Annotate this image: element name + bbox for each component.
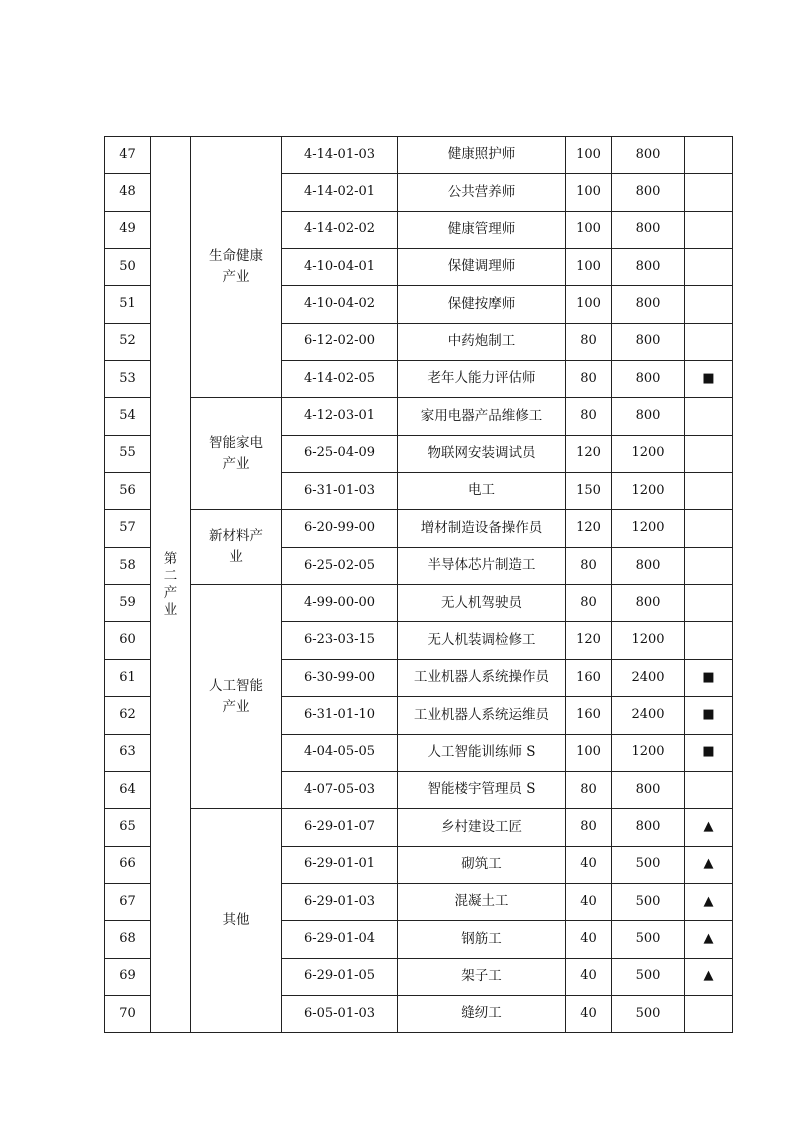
- occupation-name: 健康管理师: [398, 211, 566, 248]
- category-cell: [191, 510, 282, 585]
- training-hours: 40: [566, 883, 612, 920]
- occupation-code: 4-14-02-02: [282, 211, 398, 248]
- subsidy-amount: 2400: [612, 697, 685, 734]
- subsidy-amount: 800: [612, 398, 685, 435]
- marker-symbol: [685, 995, 733, 1032]
- table-row: [105, 809, 733, 846]
- table-row: [105, 137, 733, 174]
- marker-symbol: ■: [685, 361, 733, 398]
- occupation-name: 智能楼宇管理员 S: [398, 771, 566, 808]
- training-hours: 80: [566, 398, 612, 435]
- occupation-name: 物联网安装调试员: [398, 435, 566, 472]
- subsidy-amount: 1200: [612, 435, 685, 472]
- occupation-code: 4-14-02-01: [282, 174, 398, 211]
- row-number: 61: [105, 659, 151, 696]
- training-hours: 120: [566, 622, 612, 659]
- row-number: 69: [105, 958, 151, 995]
- occupation-name: 公共营养师: [398, 174, 566, 211]
- training-hours: 160: [566, 659, 612, 696]
- marker-symbol: [685, 398, 733, 435]
- marker-symbol: ▲: [685, 846, 733, 883]
- training-hours: 100: [566, 734, 612, 771]
- occupation-code: 4-04-05-05: [282, 734, 398, 771]
- occupation-name: 砌筑工: [398, 846, 566, 883]
- training-hours: 80: [566, 361, 612, 398]
- sector-cell: [151, 137, 191, 1033]
- training-hours: 80: [566, 547, 612, 584]
- marker-symbol: [685, 286, 733, 323]
- row-number: 48: [105, 174, 151, 211]
- occupation-code: 6-29-01-01: [282, 846, 398, 883]
- training-hours: 100: [566, 249, 612, 286]
- row-number: 47: [105, 137, 151, 174]
- category-label: 智能家电产业: [209, 435, 263, 472]
- occupation-code: 4-99-00-00: [282, 585, 398, 622]
- row-number: 56: [105, 473, 151, 510]
- marker-symbol: ■: [685, 659, 733, 696]
- subsidy-amount: 800: [612, 323, 685, 360]
- table-row: [105, 398, 733, 435]
- row-number: 51: [105, 286, 151, 323]
- row-number: 49: [105, 211, 151, 248]
- row-number: 62: [105, 697, 151, 734]
- occupation-name: 人工智能训练师 S: [398, 734, 566, 771]
- row-number: 65: [105, 809, 151, 846]
- occupation-name: 缝纫工: [398, 995, 566, 1032]
- training-hours: 160: [566, 697, 612, 734]
- subsidy-amount: 2400: [612, 659, 685, 696]
- training-hours: 100: [566, 211, 612, 248]
- occupation-name: 家用电器产品维修工: [398, 398, 566, 435]
- marker-symbol: ▲: [685, 921, 733, 958]
- occupation-name: 保健按摩师: [398, 286, 566, 323]
- row-number: 68: [105, 921, 151, 958]
- subsidy-amount: 800: [612, 771, 685, 808]
- marker-symbol: [685, 771, 733, 808]
- occupation-name: 乡村建设工匠: [398, 809, 566, 846]
- marker-symbol: [685, 137, 733, 174]
- marker-symbol: ■: [685, 697, 733, 734]
- row-number: 53: [105, 361, 151, 398]
- subsidy-amount: 1200: [612, 510, 685, 547]
- category-cell: [191, 585, 282, 809]
- training-hours: 120: [566, 510, 612, 547]
- occupation-code: 4-14-01-03: [282, 137, 398, 174]
- training-hours: 40: [566, 921, 612, 958]
- subsidy-amount: 500: [612, 995, 685, 1032]
- marker-symbol: ▲: [685, 958, 733, 995]
- occupation-code: 6-31-01-03: [282, 473, 398, 510]
- row-number: 70: [105, 995, 151, 1032]
- subsidy-amount: 800: [612, 809, 685, 846]
- training-hours: 150: [566, 473, 612, 510]
- row-number: 50: [105, 249, 151, 286]
- occupation-name: 工业机器人系统操作员: [398, 659, 566, 696]
- table-row: [105, 510, 733, 547]
- occupation-code: 6-12-02-00: [282, 323, 398, 360]
- training-hours: 100: [566, 174, 612, 211]
- training-hours: 120: [566, 435, 612, 472]
- training-hours: 40: [566, 958, 612, 995]
- marker-symbol: ■: [685, 734, 733, 771]
- subsidy-amount: 800: [612, 174, 685, 211]
- occupation-code: 6-29-01-03: [282, 883, 398, 920]
- subsidy-amount: 1200: [612, 734, 685, 771]
- row-number: 59: [105, 585, 151, 622]
- training-hours: 80: [566, 771, 612, 808]
- category-cell: [191, 809, 282, 1033]
- row-number: 64: [105, 771, 151, 808]
- subsidy-amount: 1200: [612, 473, 685, 510]
- subsidy-amount: 800: [612, 211, 685, 248]
- marker-symbol: ▲: [685, 809, 733, 846]
- occupation-code: 4-07-05-03: [282, 771, 398, 808]
- occupation-code: 6-25-02-05: [282, 547, 398, 584]
- occupation-name: 电工: [398, 473, 566, 510]
- marker-symbol: [685, 585, 733, 622]
- occupation-code: 6-29-01-07: [282, 809, 398, 846]
- category-label: 新材料产业: [209, 528, 263, 566]
- marker-symbol: ▲: [685, 883, 733, 920]
- occupation-name: 无人机驾驶员: [398, 585, 566, 622]
- occupation-code: 6-25-04-09: [282, 435, 398, 472]
- occupation-name: 健康照护师: [398, 137, 566, 174]
- subsidy-amount: 1200: [612, 622, 685, 659]
- marker-symbol: [685, 435, 733, 472]
- occupation-table: [104, 136, 733, 1033]
- sector-label: 第二产业: [163, 550, 178, 618]
- row-number: 63: [105, 734, 151, 771]
- training-hours: 40: [566, 995, 612, 1032]
- training-hours: 80: [566, 809, 612, 846]
- occupation-code: 6-29-01-05: [282, 958, 398, 995]
- row-number: 58: [105, 547, 151, 584]
- occupation-name: 无人机装调检修工: [398, 622, 566, 659]
- category-cell: [191, 398, 282, 510]
- occupation-code: 4-12-03-01: [282, 398, 398, 435]
- marker-symbol: [685, 323, 733, 360]
- category-label: 人工智能产业: [209, 677, 263, 715]
- row-number: 52: [105, 323, 151, 360]
- table-row: [105, 585, 733, 622]
- marker-symbol: [685, 510, 733, 547]
- subsidy-amount: 800: [612, 249, 685, 286]
- table-body: [105, 137, 733, 1033]
- row-number: 60: [105, 622, 151, 659]
- occupation-name: 半导体芯片制造工: [398, 547, 566, 584]
- row-number: 55: [105, 435, 151, 472]
- occupation-code: 6-20-99-00: [282, 510, 398, 547]
- occupation-name: 中药炮制工: [398, 323, 566, 360]
- row-number: 57: [105, 510, 151, 547]
- subsidy-amount: 500: [612, 921, 685, 958]
- row-number: 54: [105, 398, 151, 435]
- occupation-name: 混凝土工: [398, 883, 566, 920]
- marker-symbol: [685, 211, 733, 248]
- subsidy-amount: 800: [612, 361, 685, 398]
- occupation-code: 6-23-03-15: [282, 622, 398, 659]
- occupation-code: 6-30-99-00: [282, 659, 398, 696]
- subsidy-amount: 800: [612, 585, 685, 622]
- training-hours: 100: [566, 286, 612, 323]
- training-hours: 40: [566, 846, 612, 883]
- subsidy-amount: 500: [612, 846, 685, 883]
- row-number: 67: [105, 883, 151, 920]
- occupation-name: 架子工: [398, 958, 566, 995]
- marker-symbol: [685, 622, 733, 659]
- training-hours: 80: [566, 323, 612, 360]
- occupation-code: 4-14-02-05: [282, 361, 398, 398]
- marker-symbol: [685, 473, 733, 510]
- occupation-name: 工业机器人系统运维员: [398, 697, 566, 734]
- occupation-name: 老年人能力评估师: [398, 361, 566, 398]
- marker-symbol: [685, 547, 733, 584]
- occupation-code: 6-29-01-04: [282, 921, 398, 958]
- occupation-name: 钢筋工: [398, 921, 566, 958]
- subsidy-amount: 500: [612, 883, 685, 920]
- training-hours: 80: [566, 585, 612, 622]
- marker-symbol: [685, 174, 733, 211]
- occupation-name: 保健调理师: [398, 249, 566, 286]
- occupation-code: 4-10-04-01: [282, 249, 398, 286]
- subsidy-amount: 500: [612, 958, 685, 995]
- training-hours: 100: [566, 137, 612, 174]
- row-number: 66: [105, 846, 151, 883]
- marker-symbol: [685, 249, 733, 286]
- occupation-name: 增材制造设备操作员: [398, 510, 566, 547]
- occupation-code: 6-31-01-10: [282, 697, 398, 734]
- category-label: 生命健康产业: [209, 248, 263, 286]
- category-cell: [191, 137, 282, 398]
- subsidy-amount: 800: [612, 286, 685, 323]
- occupation-code: 4-10-04-02: [282, 286, 398, 323]
- subsidy-amount: 800: [612, 547, 685, 584]
- occupation-code: 6-05-01-03: [282, 995, 398, 1032]
- subsidy-amount: 800: [612, 137, 685, 174]
- category-label: 其他: [222, 912, 250, 929]
